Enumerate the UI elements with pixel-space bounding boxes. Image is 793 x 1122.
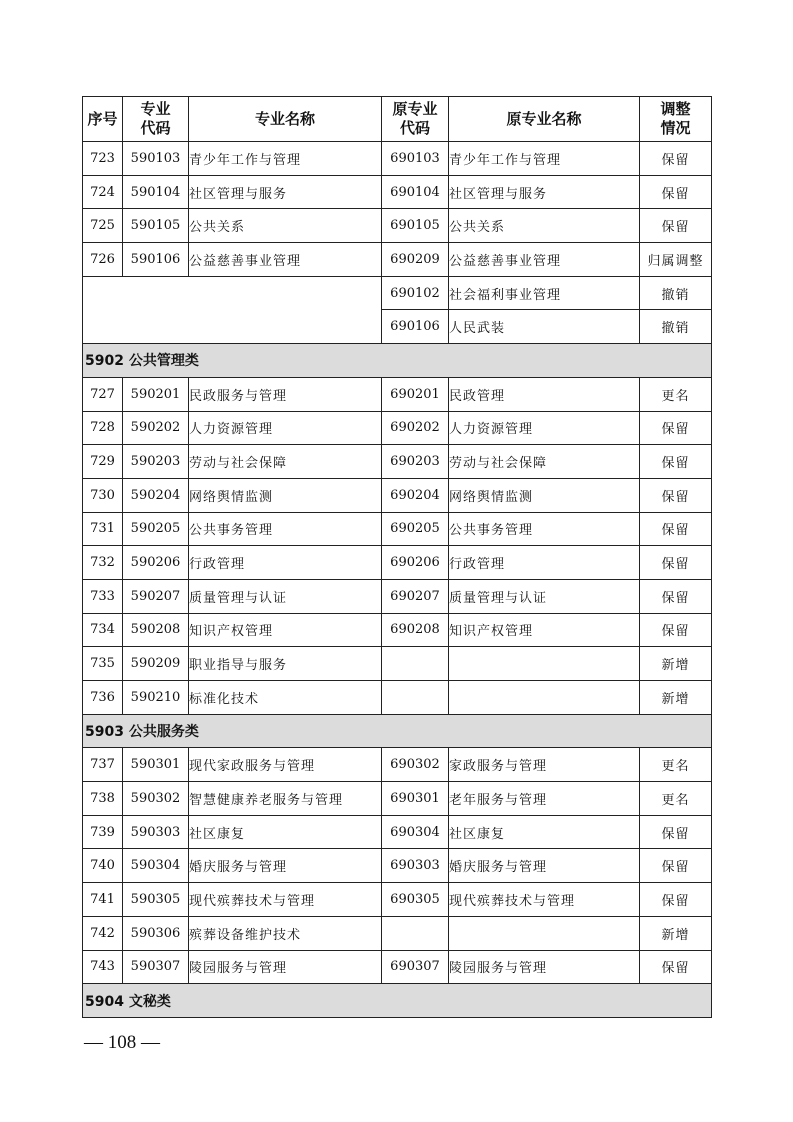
cell-status: 保留	[640, 175, 712, 209]
cell-seq: 724	[83, 175, 123, 209]
cell-old-code: 690206	[382, 546, 449, 580]
category-row	[83, 984, 712, 1018]
table-row	[83, 445, 712, 479]
cell-seq: 742	[83, 916, 123, 950]
cell-status: 保留	[640, 613, 712, 647]
cell-old-code	[382, 916, 449, 950]
cell-code: 590106	[123, 243, 189, 277]
cell-name: 公共关系	[189, 209, 382, 243]
cell-name: 公益慈善事业管理	[189, 243, 382, 277]
category-row	[83, 714, 712, 748]
cell-old-name	[449, 647, 640, 681]
cell-code: 590302	[123, 782, 189, 816]
cell-code: 590204	[123, 478, 189, 512]
cell-old-code: 690303	[382, 849, 449, 883]
cell-seq: 736	[83, 681, 123, 715]
cell-code: 590105	[123, 209, 189, 243]
cell-seq: 731	[83, 512, 123, 546]
cell-status: 新增	[640, 681, 712, 715]
cell-old-code: 690305	[382, 883, 449, 917]
cell-code: 590104	[123, 175, 189, 209]
table-row	[83, 916, 712, 950]
cell-old-name	[449, 916, 640, 950]
cell-old-code: 690201	[382, 377, 449, 411]
cell-old-code: 690207	[382, 579, 449, 613]
cell-status: 保留	[640, 849, 712, 883]
table-row	[83, 478, 712, 512]
cell-name: 智慧健康养老服务与管理	[189, 782, 382, 816]
cell-name: 婚庆服务与管理	[189, 849, 382, 883]
table-row	[83, 209, 712, 243]
cell-status: 撤销	[640, 310, 712, 344]
cell-status: 保留	[640, 950, 712, 984]
header-seq: 序号	[83, 97, 123, 142]
table-row	[83, 411, 712, 445]
cell-old-code: 690102	[382, 276, 449, 310]
table-row	[83, 546, 712, 580]
cell-old-name: 劳动与社会保障	[449, 445, 640, 479]
table-row	[83, 815, 712, 849]
cell-status: 保留	[640, 445, 712, 479]
cell-status: 保留	[640, 512, 712, 546]
cell-name: 青少年工作与管理	[189, 142, 382, 176]
cell-old-code: 690304	[382, 815, 449, 849]
cell-seq: 729	[83, 445, 123, 479]
cell-name: 公共事务管理	[189, 512, 382, 546]
table-header-row	[83, 97, 712, 142]
header-code: 专业 代码	[123, 97, 189, 142]
table-row	[83, 142, 712, 176]
cell-old-name: 行政管理	[449, 546, 640, 580]
cell-status: 撤销	[640, 276, 712, 310]
cell-old-name: 陵园服务与管理	[449, 950, 640, 984]
table-row	[83, 748, 712, 782]
table-row	[83, 849, 712, 883]
cell-old-name: 质量管理与认证	[449, 579, 640, 613]
cell-name: 劳动与社会保障	[189, 445, 382, 479]
cell-old-name: 民政管理	[449, 377, 640, 411]
cell-old-name: 社区康复	[449, 815, 640, 849]
cell-name: 知识产权管理	[189, 613, 382, 647]
cell-old-code: 690302	[382, 748, 449, 782]
cell-code: 590301	[123, 748, 189, 782]
cell-old-code: 690208	[382, 613, 449, 647]
cell-old-code: 690106	[382, 310, 449, 344]
table-row	[83, 782, 712, 816]
cell-name: 职业指导与服务	[189, 647, 382, 681]
cell-code: 590304	[123, 849, 189, 883]
cell-old-name: 知识产权管理	[449, 613, 640, 647]
cell-old-code: 690203	[382, 445, 449, 479]
cell-old-name: 家政服务与管理	[449, 748, 640, 782]
category-label: 5904 文秘类	[83, 984, 712, 1018]
cell-old-name: 社会福利事业管理	[449, 276, 640, 310]
cell-name: 社区管理与服务	[189, 175, 382, 209]
cell-name: 民政服务与管理	[189, 377, 382, 411]
cell-old-code	[382, 681, 449, 715]
cell-code: 590203	[123, 445, 189, 479]
cell-old-code: 690204	[382, 478, 449, 512]
category-label: 5902 公共管理类	[83, 344, 712, 378]
cell-code: 590202	[123, 411, 189, 445]
cell-seq: 732	[83, 546, 123, 580]
cell-seq: 738	[83, 782, 123, 816]
cell-code: 590207	[123, 579, 189, 613]
cell-old-code: 690209	[382, 243, 449, 277]
cell-old-code: 690307	[382, 950, 449, 984]
table-row	[83, 883, 712, 917]
cell-name: 质量管理与认证	[189, 579, 382, 613]
cell-old-code: 690205	[382, 512, 449, 546]
cell-seq: 740	[83, 849, 123, 883]
empty-merged-cell	[83, 276, 382, 343]
cell-name: 现代家政服务与管理	[189, 748, 382, 782]
cell-code: 590303	[123, 815, 189, 849]
cell-name: 网络舆情监测	[189, 478, 382, 512]
cell-old-code	[382, 647, 449, 681]
cell-seq: 735	[83, 647, 123, 681]
table-row	[83, 243, 712, 277]
table-row	[83, 512, 712, 546]
cell-status: 保留	[640, 411, 712, 445]
table-row	[83, 175, 712, 209]
cell-old-name: 社区管理与服务	[449, 175, 640, 209]
cell-status: 更名	[640, 377, 712, 411]
cell-old-name: 人民武装	[449, 310, 640, 344]
table-body	[83, 142, 712, 1018]
cell-old-name	[449, 681, 640, 715]
cell-code: 590209	[123, 647, 189, 681]
cell-status: 保留	[640, 883, 712, 917]
cell-old-name: 青少年工作与管理	[449, 142, 640, 176]
cell-old-name: 老年服务与管理	[449, 782, 640, 816]
cell-status: 更名	[640, 782, 712, 816]
cell-old-name: 婚庆服务与管理	[449, 849, 640, 883]
cell-name: 社区康复	[189, 815, 382, 849]
cell-old-code: 690301	[382, 782, 449, 816]
category-row	[83, 344, 712, 378]
table-row	[83, 579, 712, 613]
header-old-code: 原专业 代码	[382, 97, 449, 142]
cell-old-name: 人力资源管理	[449, 411, 640, 445]
cell-old-name: 公共关系	[449, 209, 640, 243]
cell-seq: 734	[83, 613, 123, 647]
cell-code: 590201	[123, 377, 189, 411]
cell-seq: 737	[83, 748, 123, 782]
cell-old-name: 现代殡葬技术与管理	[449, 883, 640, 917]
table-row-removed	[83, 276, 712, 310]
cell-name: 现代殡葬技术与管理	[189, 883, 382, 917]
cell-old-name: 公共事务管理	[449, 512, 640, 546]
cell-status: 保留	[640, 579, 712, 613]
cell-old-name: 公益慈善事业管理	[449, 243, 640, 277]
header-old-name: 原专业名称	[449, 97, 640, 142]
cell-name: 标准化技术	[189, 681, 382, 715]
majors-table	[82, 96, 712, 1018]
cell-seq: 726	[83, 243, 123, 277]
cell-seq: 741	[83, 883, 123, 917]
cell-code: 590208	[123, 613, 189, 647]
cell-code: 590307	[123, 950, 189, 984]
cell-code: 590305	[123, 883, 189, 917]
cell-seq: 728	[83, 411, 123, 445]
cell-code: 590210	[123, 681, 189, 715]
cell-name: 陵园服务与管理	[189, 950, 382, 984]
header-name: 专业名称	[189, 97, 382, 142]
table-row	[83, 950, 712, 984]
cell-status: 新增	[640, 916, 712, 950]
page-number: — 108 —	[84, 1032, 160, 1053]
table-row	[83, 613, 712, 647]
cell-old-code: 690104	[382, 175, 449, 209]
cell-old-name: 网络舆情监测	[449, 478, 640, 512]
cell-seq: 725	[83, 209, 123, 243]
category-label: 5903 公共服务类	[83, 714, 712, 748]
cell-seq: 739	[83, 815, 123, 849]
table-row	[83, 377, 712, 411]
cell-old-code: 690103	[382, 142, 449, 176]
cell-status: 保留	[640, 815, 712, 849]
cell-seq: 733	[83, 579, 123, 613]
cell-name: 人力资源管理	[189, 411, 382, 445]
cell-status: 保留	[640, 142, 712, 176]
cell-code: 590306	[123, 916, 189, 950]
cell-seq: 730	[83, 478, 123, 512]
cell-status: 归属调整	[640, 243, 712, 277]
cell-old-code: 690202	[382, 411, 449, 445]
cell-code: 590103	[123, 142, 189, 176]
cell-name: 殡葬设备维护技术	[189, 916, 382, 950]
cell-seq: 723	[83, 142, 123, 176]
table-row	[83, 647, 712, 681]
cell-status: 新增	[640, 647, 712, 681]
cell-status: 保留	[640, 209, 712, 243]
cell-code: 590206	[123, 546, 189, 580]
cell-seq: 727	[83, 377, 123, 411]
cell-status: 保留	[640, 478, 712, 512]
cell-code: 590205	[123, 512, 189, 546]
cell-status: 保留	[640, 546, 712, 580]
cell-old-code: 690105	[382, 209, 449, 243]
header-status: 调整 情况	[640, 97, 712, 142]
cell-name: 行政管理	[189, 546, 382, 580]
cell-status: 更名	[640, 748, 712, 782]
table-row	[83, 681, 712, 715]
cell-seq: 743	[83, 950, 123, 984]
